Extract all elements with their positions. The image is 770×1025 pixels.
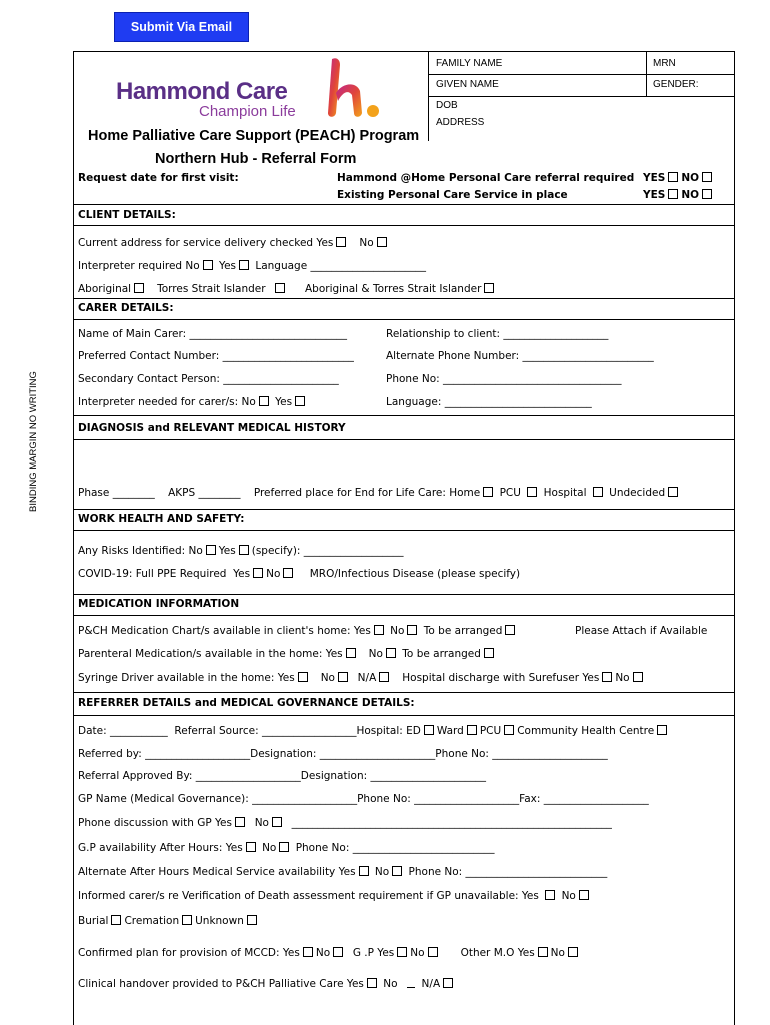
section-rule bbox=[73, 204, 734, 205]
logo-tagline: Champion Life bbox=[199, 103, 296, 120]
alt-after-phone-field[interactable]: Phone No: ___________________________ bbox=[408, 866, 608, 878]
parenteral-no-label: No bbox=[368, 648, 383, 660]
risks-label: Any Risks Identified: No bbox=[78, 545, 203, 557]
hammond-no-checkbox[interactable] bbox=[702, 172, 712, 182]
undecided-label: Undecided bbox=[609, 487, 666, 499]
referrer-pcu-checkbox[interactable] bbox=[504, 725, 514, 735]
parenteral-no-checkbox[interactable] bbox=[386, 648, 396, 658]
phone-gp-no-checkbox[interactable] bbox=[272, 817, 282, 827]
risks-yes-checkbox[interactable] bbox=[239, 545, 249, 555]
covid-yes-label: Yes bbox=[233, 568, 251, 580]
surefuser-label: Hospital discharge with Surefuser Yes bbox=[402, 672, 600, 684]
referrer-heading: REFERRER DETAILS and MEDICAL GOVERNANCE DETAILS: bbox=[78, 697, 415, 709]
existing-no-checkbox[interactable] bbox=[702, 189, 712, 199]
header-rule bbox=[428, 74, 734, 75]
gp-after-hours-label: G.P availability After Hours: Yes bbox=[78, 842, 243, 854]
given-name-label: GIVEN NAME bbox=[436, 79, 499, 90]
chc-checkbox[interactable] bbox=[657, 725, 667, 735]
hammond-no-label: NO bbox=[681, 172, 700, 184]
hospital-label: Hospital bbox=[543, 487, 587, 499]
carer-interpreter-yes-label: Yes bbox=[275, 396, 293, 408]
interpreter-yes-label: Yes bbox=[219, 260, 236, 272]
syringe-na-label: N/A bbox=[357, 672, 377, 684]
akps-field[interactable]: AKPS ________ bbox=[168, 487, 241, 499]
diagnosis-heading: DIAGNOSIS and RELEVANT MEDICAL HISTORY bbox=[78, 422, 346, 434]
carer-details-heading: CARER DETAILS: bbox=[78, 302, 174, 314]
syringe-label: Syringe Driver available in the home: Yes bbox=[78, 672, 295, 684]
phone-gp-no-label: No bbox=[254, 817, 269, 829]
alt-after-yes-checkbox[interactable] bbox=[359, 866, 369, 876]
verification-no-checkbox[interactable] bbox=[579, 890, 589, 900]
burial-checkbox[interactable] bbox=[111, 915, 121, 925]
risks-specify-field[interactable]: (specify): ___________________ bbox=[251, 545, 404, 557]
med-chart-no-checkbox[interactable] bbox=[407, 625, 417, 635]
syringe-na-checkbox[interactable] bbox=[379, 672, 389, 682]
aboriginal-torres-checkbox[interactable] bbox=[484, 283, 494, 293]
handover-label: Clinical handover provided to P&CH Palliative Care Yes bbox=[78, 978, 364, 990]
address-checked-no-checkbox[interactable] bbox=[377, 237, 387, 247]
gp-no-label: No bbox=[410, 947, 425, 959]
gp-after-phone-field[interactable]: Phone No: ___________________________ bbox=[295, 842, 495, 854]
section-rule bbox=[73, 298, 734, 299]
gp-after-no-checkbox[interactable] bbox=[279, 842, 289, 852]
mccd-no-checkbox[interactable] bbox=[333, 947, 343, 957]
request-date-label: Request date for first visit: bbox=[78, 172, 239, 184]
attach-note: Please Attach if Available bbox=[575, 625, 708, 637]
aboriginal-checkbox[interactable] bbox=[134, 283, 144, 293]
phone-gp-notes-field[interactable]: _____________________________________________________________ bbox=[291, 817, 612, 829]
parenteral-arranged-checkbox[interactable] bbox=[484, 648, 494, 658]
referrer-pcu-label: PCU bbox=[479, 725, 502, 737]
handover-na-checkbox[interactable] bbox=[443, 978, 453, 988]
gp-yes-label: G .P Yes bbox=[352, 947, 395, 959]
parenteral-yes-checkbox[interactable] bbox=[346, 648, 356, 658]
section-rule bbox=[73, 530, 734, 531]
interpreter-no-checkbox[interactable] bbox=[203, 260, 213, 270]
client-details-heading: CLIENT DETAILS: bbox=[78, 209, 176, 221]
covid-yes-checkbox[interactable] bbox=[253, 568, 263, 578]
section-rule bbox=[73, 615, 734, 616]
medication-heading: MEDICATION INFORMATION bbox=[78, 598, 240, 610]
carer-interpreter-yes-checkbox[interactable] bbox=[295, 396, 305, 406]
binding-margin-label: BINDING MARGIN NO WRITING bbox=[28, 371, 39, 512]
mccd-label: Confirmed plan for provision of MCCD: Yes bbox=[78, 947, 300, 959]
aboriginal-torres-label: Aboriginal & Torres Strait Islander bbox=[304, 283, 482, 295]
med-chart-arranged-checkbox[interactable] bbox=[505, 625, 515, 635]
handover-na-label: N/A bbox=[421, 978, 441, 990]
hammond-referral-label: Hammond @Home Personal Care referral required bbox=[337, 172, 635, 184]
referred-by-field[interactable]: Referred by: ____________________Designation: ______________________Phone No: ______________________ bbox=[78, 748, 608, 760]
existing-service-label: Existing Personal Care Service in place bbox=[337, 189, 568, 201]
ward-checkbox[interactable] bbox=[467, 725, 477, 735]
covid-no-checkbox[interactable] bbox=[283, 568, 293, 578]
aboriginal-label: Aboriginal bbox=[78, 283, 132, 295]
gp-after-yes-checkbox[interactable] bbox=[246, 842, 256, 852]
carer-interpreter-label: Interpreter needed for carer/s: No bbox=[78, 396, 256, 408]
language-field[interactable]: Language ______________________ bbox=[255, 260, 426, 272]
interpreter-required-label: Interpreter required No bbox=[78, 260, 200, 272]
handover-no-label: No bbox=[383, 978, 398, 990]
referral-source-field[interactable]: Referral Source: __________________Hospital: ED bbox=[174, 725, 421, 737]
mro-label: MRO/Infectious Disease (please specify) bbox=[309, 568, 521, 580]
burial-label: Burial bbox=[78, 915, 109, 927]
syringe-no-label: No bbox=[320, 672, 335, 684]
interpreter-yes-checkbox[interactable] bbox=[239, 260, 249, 270]
risks-yes-label: Yes bbox=[218, 545, 236, 557]
alt-after-no-label: No bbox=[374, 866, 390, 878]
dob-label: DOB bbox=[436, 100, 458, 111]
other-mo-yes-checkbox[interactable] bbox=[538, 947, 548, 957]
mrn-label: MRN bbox=[653, 58, 676, 69]
approved-by-field[interactable]: Referral Approved By: ____________________Designation: ______________________ bbox=[78, 770, 486, 782]
carer-language-field[interactable]: Language: ____________________________ bbox=[386, 396, 592, 408]
risks-no-checkbox[interactable] bbox=[206, 545, 216, 555]
verification-no-label: No bbox=[561, 890, 576, 902]
carer-phone-field[interactable]: Phone No: __________________________________ bbox=[386, 373, 622, 385]
unknown-checkbox[interactable] bbox=[247, 915, 257, 925]
phone-gp-yes-checkbox[interactable] bbox=[235, 817, 245, 827]
hammond-yes-label: YES bbox=[643, 172, 666, 184]
referral-date-field[interactable]: Date: ___________ bbox=[78, 725, 168, 737]
alternate-phone-field[interactable]: Alternate Phone Number: _________________________ bbox=[386, 350, 654, 362]
torres-checkbox[interactable] bbox=[275, 283, 285, 293]
alt-after-hours-label: Alternate After Hours Medical Service availability Yes bbox=[78, 866, 356, 878]
gender-label: GENDER: bbox=[653, 79, 699, 90]
phone-gp-label: Phone discussion with GP Yes bbox=[78, 817, 232, 829]
section-rule bbox=[73, 319, 734, 320]
section-rule bbox=[73, 692, 734, 693]
main-carer-field[interactable]: Name of Main Carer: ______________________________ bbox=[78, 328, 347, 340]
gp-after-no-label: No bbox=[262, 842, 277, 854]
program-title: Home Palliative Care Support (PEACH) Program bbox=[88, 128, 420, 144]
logo-wordmark: Hammond Care bbox=[116, 78, 288, 105]
phase-field[interactable]: Phase ________ bbox=[78, 487, 155, 499]
submit-via-email-button[interactable]: Submit Via Email bbox=[114, 12, 249, 42]
med-chart-label: P&CH Medication Chart/s available in client's home: Yes bbox=[78, 625, 371, 637]
address-checked-no-label: No bbox=[359, 237, 374, 249]
gp-no-checkbox[interactable] bbox=[428, 947, 438, 957]
secondary-contact-field[interactable]: Secondary Contact Person: ______________________ bbox=[78, 373, 339, 385]
verification-label: Informed carer/s re Verification of Death assessment requirement if GP unavailable: Yes bbox=[78, 890, 539, 902]
surefuser-yes-checkbox[interactable] bbox=[602, 672, 612, 682]
section-rule bbox=[73, 715, 734, 716]
verification-yes-checkbox[interactable] bbox=[545, 890, 555, 900]
cremation-label: Cremation bbox=[124, 915, 180, 927]
med-chart-no-label: No bbox=[390, 625, 405, 637]
torres-label: Torres Strait Islander bbox=[157, 283, 266, 295]
pcu-checkbox[interactable] bbox=[527, 487, 537, 497]
pcu-label: PCU bbox=[499, 487, 521, 499]
syringe-yes-checkbox[interactable] bbox=[298, 672, 308, 682]
existing-yes-label: YES bbox=[643, 189, 666, 201]
header-rule bbox=[428, 96, 734, 97]
carer-interpreter-no-checkbox[interactable] bbox=[259, 396, 269, 406]
relationship-field[interactable]: Relationship to client: ____________________ bbox=[386, 328, 609, 340]
mccd-yes-checkbox[interactable] bbox=[303, 947, 313, 957]
chc-label: Community Health Centre bbox=[517, 725, 655, 737]
gp-name-field[interactable]: GP Name (Medical Governance): ____________________Phone No: ____________________Fax: ____________________ bbox=[78, 793, 649, 805]
parenteral-label: Parenteral Medication/s available in the home: Yes bbox=[78, 648, 343, 660]
med-chart-yes-checkbox[interactable] bbox=[374, 625, 384, 635]
hammond-yes-checkbox[interactable] bbox=[668, 172, 678, 182]
other-mo-no-label: No bbox=[550, 947, 565, 959]
covid-no-label: No bbox=[266, 568, 281, 580]
whs-heading: WORK HEALTH AND SAFETY: bbox=[78, 513, 245, 525]
section-rule bbox=[73, 415, 734, 416]
surefuser-no-checkbox[interactable] bbox=[633, 672, 643, 682]
section-rule bbox=[73, 594, 734, 595]
home-checkbox[interactable] bbox=[483, 487, 493, 497]
hospital-checkbox[interactable] bbox=[593, 487, 603, 497]
surefuser-no-label: No bbox=[615, 672, 630, 684]
handover-no-checkbox[interactable] bbox=[407, 979, 415, 988]
address-checked-label: Current address for service delivery checked Yes bbox=[78, 237, 334, 249]
med-chart-arranged-label: To be arranged bbox=[423, 625, 503, 637]
alt-after-no-checkbox[interactable] bbox=[392, 866, 402, 876]
other-mo-label: Other M.O Yes bbox=[460, 947, 535, 959]
other-mo-no-checkbox[interactable] bbox=[568, 947, 578, 957]
address-label: ADDRESS bbox=[436, 117, 485, 128]
mccd-no-label: No bbox=[315, 947, 331, 959]
section-rule bbox=[73, 509, 734, 510]
family-name-label: FAMILY NAME bbox=[436, 58, 503, 69]
handover-yes-checkbox[interactable] bbox=[367, 978, 377, 988]
existing-no-label: NO bbox=[681, 189, 700, 201]
parenteral-arranged-label: To be arranged bbox=[402, 648, 481, 660]
section-rule bbox=[73, 225, 734, 226]
ed-checkbox[interactable] bbox=[424, 725, 434, 735]
address-checked-yes-checkbox[interactable] bbox=[336, 237, 346, 247]
unknown-label: Unknown bbox=[195, 915, 244, 927]
preferred-place-label: Preferred place for End for Life Care: Home bbox=[253, 487, 481, 499]
undecided-checkbox[interactable] bbox=[668, 487, 678, 497]
existing-yes-checkbox[interactable] bbox=[668, 189, 678, 199]
form-title: Northern Hub - Referral Form bbox=[155, 151, 357, 167]
syringe-no-checkbox[interactable] bbox=[338, 672, 348, 682]
section-rule bbox=[73, 439, 734, 440]
hammond-h-logo-icon bbox=[318, 55, 382, 123]
preferred-contact-field[interactable]: Preferred Contact Number: _________________________ bbox=[78, 350, 354, 362]
gp-yes-checkbox[interactable] bbox=[397, 947, 407, 957]
cremation-checkbox[interactable] bbox=[182, 915, 192, 925]
covid-label: COVID-19: Full PPE Required bbox=[78, 568, 227, 580]
ward-label: Ward bbox=[436, 725, 464, 737]
